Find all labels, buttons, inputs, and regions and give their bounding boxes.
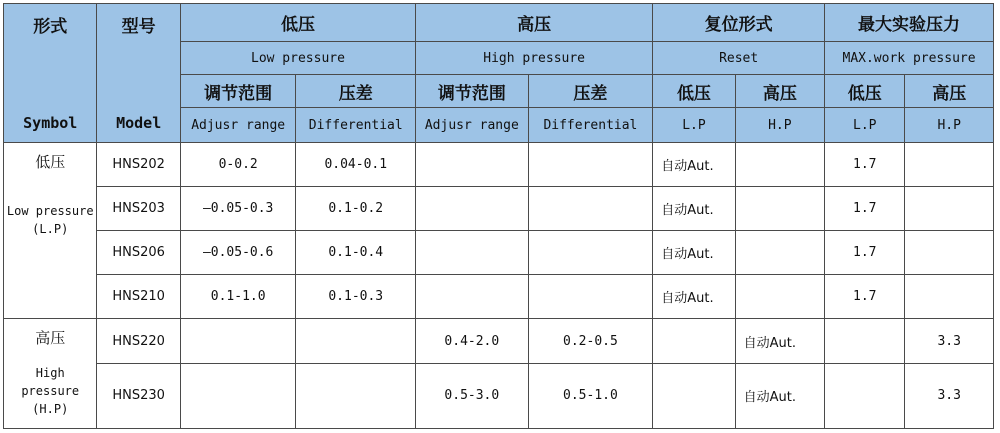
reset-hp-cn: 高压 [735,75,824,108]
lp-diff-cell [296,319,416,363]
hp-diff-cell [528,186,653,230]
hp-range-cell [416,275,529,319]
reset-hp-cell [735,275,824,319]
max-lp-cell: 1.7 [825,186,905,230]
model-cell: HNS203 [97,186,180,230]
lp-range-cell [180,363,296,428]
hp-diff-cell: 0.2-0.5 [528,319,653,363]
group-high-pressure [4,319,97,429]
lp-differential-en: Differential [296,108,416,142]
lp-adjust-range-en: Adjusr range [180,108,296,142]
max-hp-cell [905,142,994,186]
max-hp-cell: 3.3 [905,319,994,363]
reset-lp-cell: 自动Aut. [653,186,735,230]
max-lp-cell: 1.7 [825,142,905,186]
reset-hp-cell: 自动Aut. [735,363,824,428]
high-pressure-header-en: High pressure [416,42,653,75]
hp-differential-cn: 压差 [528,75,653,108]
lp-diff-cell: 0.1-0.4 [296,231,416,275]
hp-range-cell [416,231,529,275]
table-row [4,275,994,319]
model-header-cn: 型号 [121,17,156,37]
lp-diff-cell [296,363,416,428]
table-row [4,231,994,275]
lp-range-cell: —0.05-0.3 [180,186,296,230]
lp-differential-cn: 压差 [296,75,416,108]
hp-diff-cell [528,142,653,186]
reset-hp-en: H.P [735,108,824,142]
reset-lp-cn: 低压 [653,75,735,108]
group-low-pressure [4,142,97,319]
low-pressure-header-en: Low pressure [180,42,415,75]
reset-hp-cell: 自动Aut. [735,319,824,363]
max-lp-cell: 1.7 [825,275,905,319]
model-cell: HNS206 [97,231,180,275]
symbol-header [4,4,97,143]
hp-diff-cell [528,275,653,319]
reset-header-en: Reset [653,42,825,75]
hp-adjust-range-en: Adjusr range [416,108,529,142]
hp-diff-cell [528,231,653,275]
max-lp-cell [825,363,905,428]
table-row [4,363,994,428]
max-pressure-header-en: MAX.work pressure [825,42,994,75]
lp-range-cell [180,319,296,363]
lp-adjust-range-cn: 调节范围 [180,75,296,108]
reset-lp-cell: 自动Aut. [653,142,735,186]
max-hp-cell [905,275,994,319]
model-header-en: Model [116,113,162,132]
model-cell: HNS210 [97,275,180,319]
model-header [97,4,180,143]
lp-range-cell: 0.1-1.0 [180,275,296,319]
reset-lp-en: L.P [653,108,735,142]
group-low-pressure-en: Low pressure (L.P) [6,203,94,236]
lp-range-cell: 0-0.2 [180,142,296,186]
header-row-1 [4,4,994,42]
lp-diff-cell: 0.1-0.3 [296,275,416,319]
symbol-header-cn: 形式 [33,17,68,37]
reset-lp-cell [653,363,735,428]
max-hp-cell: 3.3 [905,363,994,428]
hp-range-cell: 0.4-2.0 [416,319,529,363]
table-row [4,186,994,230]
table-row [4,319,994,363]
max-lp-cn: 低压 [825,75,905,108]
max-lp-en: L.P [825,108,905,142]
model-cell: HNS220 [97,319,180,363]
hp-diff-cell: 0.5-1.0 [528,363,653,428]
group-low-pressure-cn: 低压 [35,152,66,171]
reset-hp-cell [735,142,824,186]
max-hp-cell [905,186,994,230]
model-cell: HNS202 [97,142,180,186]
group-high-pressure-en: High pressure (H.P) [21,366,80,417]
lp-diff-cell: 0.1-0.2 [296,186,416,230]
lp-diff-cell: 0.04-0.1 [296,142,416,186]
max-lp-cell: 1.7 [825,231,905,275]
table-row [4,142,994,186]
reset-header-cn: 复位形式 [653,4,825,42]
symbol-header-en: Symbol [23,113,78,132]
reset-lp-cell: 自动Aut. [653,275,735,319]
model-cell: HNS230 [97,363,180,428]
reset-lp-cell [653,319,735,363]
max-lp-cell [825,319,905,363]
reset-hp-cell [735,186,824,230]
group-high-pressure-cn: 高压 [35,329,66,348]
max-hp-cn: 高压 [905,75,994,108]
reset-hp-cell [735,231,824,275]
high-pressure-header-cn: 高压 [416,4,653,42]
spec-table [3,3,994,429]
low-pressure-header-cn: 低压 [180,4,415,42]
hp-adjust-range-cn: 调节范围 [416,75,529,108]
hp-range-cell: 0.5-3.0 [416,363,529,428]
max-pressure-header-cn: 最大实验压力 [825,4,994,42]
hp-differential-en: Differential [528,108,653,142]
hp-range-cell [416,142,529,186]
max-hp-cell [905,231,994,275]
lp-range-cell: —0.05-0.6 [180,231,296,275]
max-hp-en: H.P [905,108,994,142]
reset-lp-cell: 自动Aut. [653,231,735,275]
hp-range-cell [416,186,529,230]
